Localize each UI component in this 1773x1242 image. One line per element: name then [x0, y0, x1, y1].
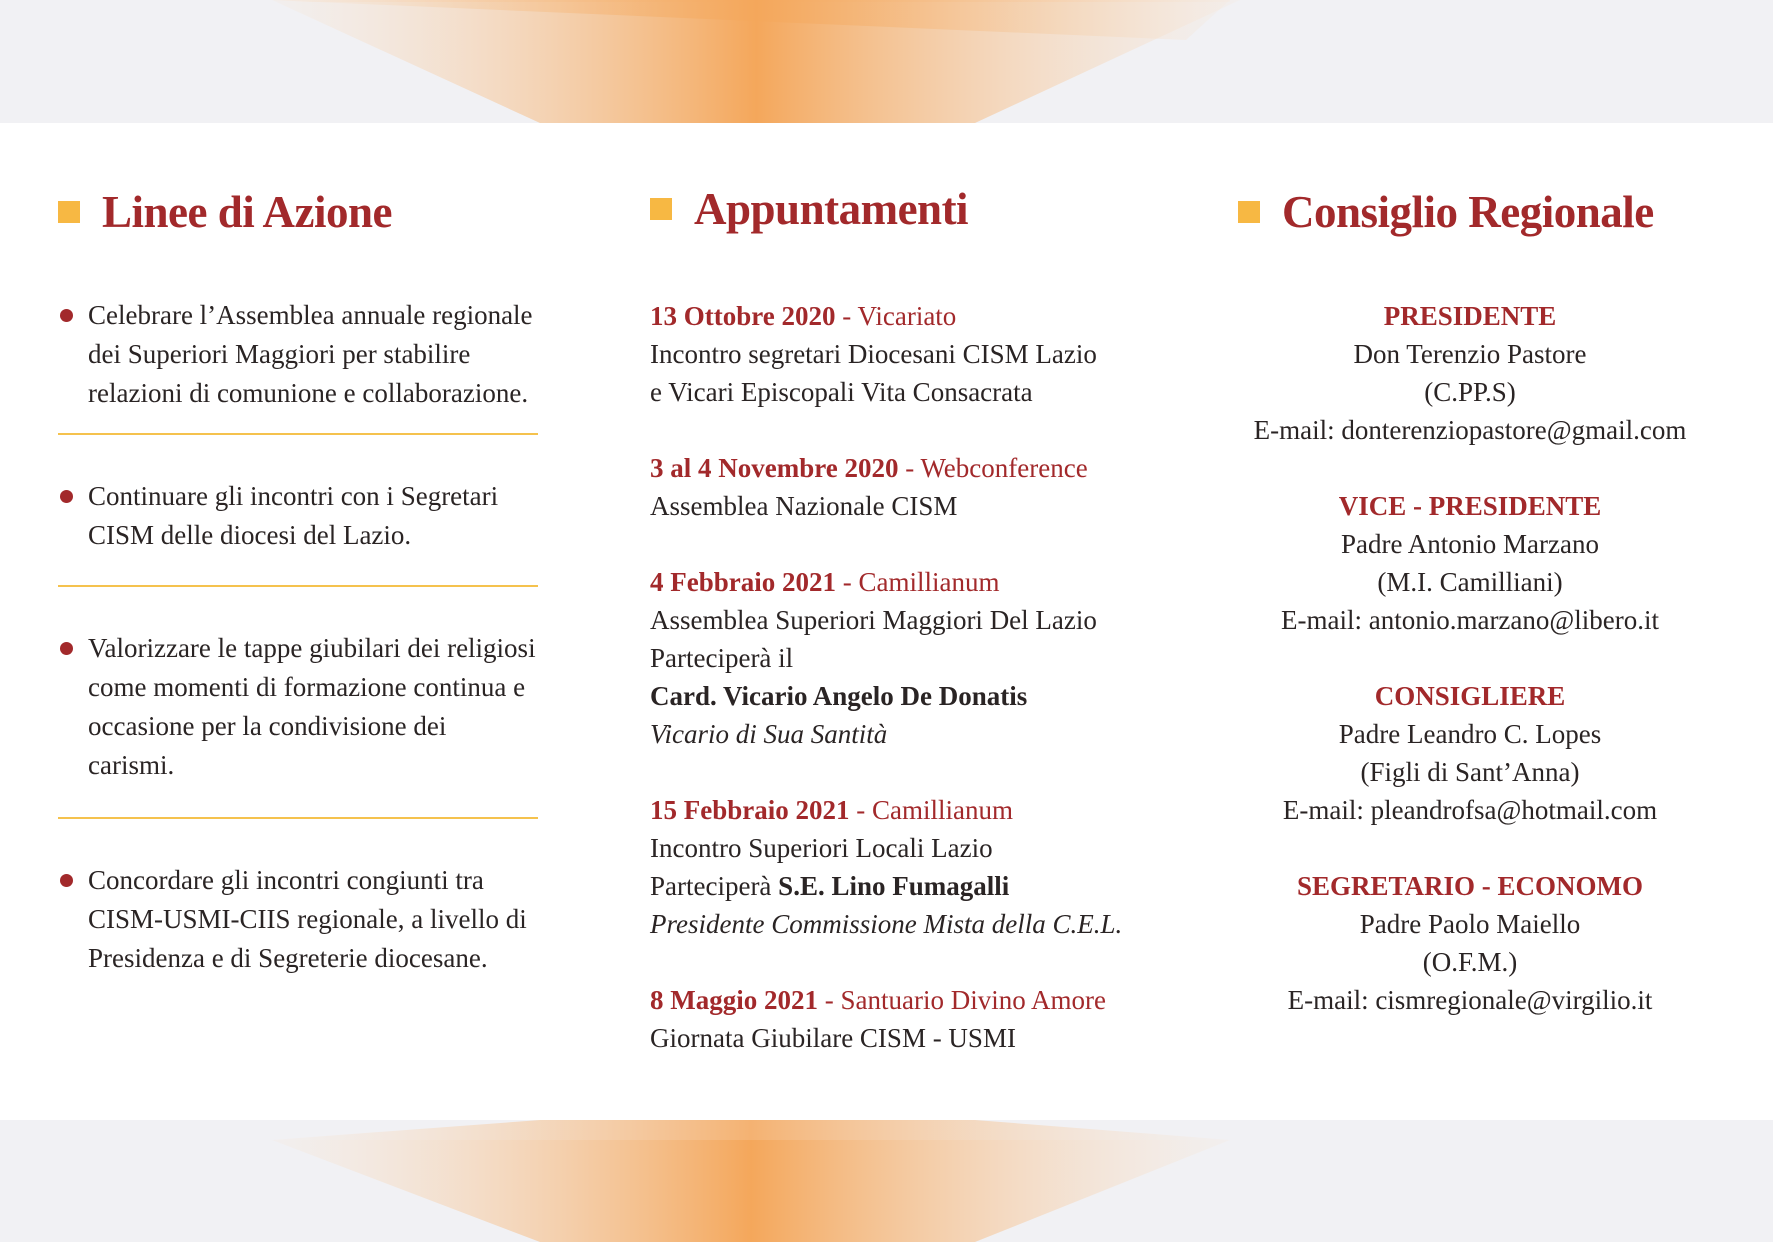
council-member: VICE - PRESIDENTE Padre Antonio Marzano (M.I. Camilliani) E-mail: antonio.marzano@libero.it — [1230, 487, 1710, 639]
email-link[interactable]: E-mail: cismregionale@virgilio.it — [1287, 985, 1653, 1015]
list-item: Concordare gli incontri congiunti tra CISM-USMI-CIIS regionale, a livello di Presidenza e di Segreterie diocesane. — [58, 861, 538, 978]
top-decorative-band — [0, 0, 1773, 123]
council-member: PRESIDENTE Don Terenzio Pastore (C.PP.S) E-mail: donterenziopastore@gmail.com — [1230, 297, 1710, 449]
separator — [58, 817, 538, 819]
list-item: Celebrare l’Assemblea annuale regionale dei Superiori Maggiori per stabilire relazioni di comunione e collaborazione. — [58, 296, 538, 413]
square-bullet-icon — [58, 201, 80, 223]
linee-title: Linee di Azione — [102, 187, 393, 237]
linee-list — [58, 296, 538, 978]
email-link[interactable]: E-mail: donterenziopastore@gmail.com — [1253, 415, 1687, 445]
email-link[interactable]: E-mail: pleandrofsa@hotmail.com — [1282, 795, 1658, 825]
appointment: 15 Febbraio 2021 - Camillianum Incontro Superiori Locali Lazio Parteciperà S.E. Lino Fumagalli Presidente Commissione Mista della C.E.L. — [650, 795, 1123, 939]
square-bullet-icon — [650, 198, 672, 220]
linee-heading — [58, 186, 392, 238]
appuntamenti-list — [650, 297, 1170, 1095]
council-member: SEGRETARIO - ECONOMO Padre Paolo Maiello (O.F.M.) E-mail: cismregionale@virgilio.it — [1230, 867, 1710, 1019]
email-link[interactable]: E-mail: antonio.marzano@libero.it — [1281, 605, 1659, 635]
list-item: Valorizzare le tappe giubilari dei religiosi come momenti di formazione continua e occasione per la condivisione dei carismi. — [58, 629, 538, 785]
council-member: CONSIGLIERE Padre Leandro C. Lopes (Figli di Sant’Anna) E-mail: pleandrofsa@hotmail.com — [1230, 677, 1710, 829]
appointment: 4 Febbraio 2021 - Camillianum Assemblea Superiori Maggiori Del Lazio Parteciperà il Card. Vicario Angelo De Donatis Vicario di Sua Santità — [650, 567, 1097, 749]
consiglio-list — [1230, 297, 1710, 1057]
bullet-dot-icon — [60, 309, 73, 322]
list-item: Continuare gli incontri con i Segretari CISM delle diocesi del Lazio. — [58, 477, 538, 555]
appointment: 13 Ottobre 2020 - Vicariato Incontro segretari Diocesani CISM Lazio e Vicari Episcopali Vita Consacrata — [650, 301, 1097, 407]
appuntamenti-title: Appuntamenti — [694, 184, 969, 234]
appuntamenti-heading — [650, 183, 968, 235]
consiglio-heading — [1238, 186, 1654, 238]
appointment: 8 Maggio 2021 - Santuario Divino Amore Giornata Giubilare CISM - USMI — [650, 985, 1106, 1053]
bullet-dot-icon — [60, 490, 73, 503]
separator — [58, 585, 538, 587]
top-band-pattern — [0, 0, 1773, 123]
bottom-decorative-band — [0, 1120, 1773, 1242]
appointment: 3 al 4 Novembre 2020 - Webconference Assemblea Nazionale CISM — [650, 453, 1088, 521]
square-bullet-icon — [1238, 201, 1260, 223]
consiglio-title: Consiglio Regionale — [1282, 187, 1654, 237]
bottom-band-pattern — [0, 1120, 1773, 1242]
bullet-dot-icon — [60, 874, 73, 887]
separator — [58, 433, 538, 435]
bullet-dot-icon — [60, 642, 73, 655]
